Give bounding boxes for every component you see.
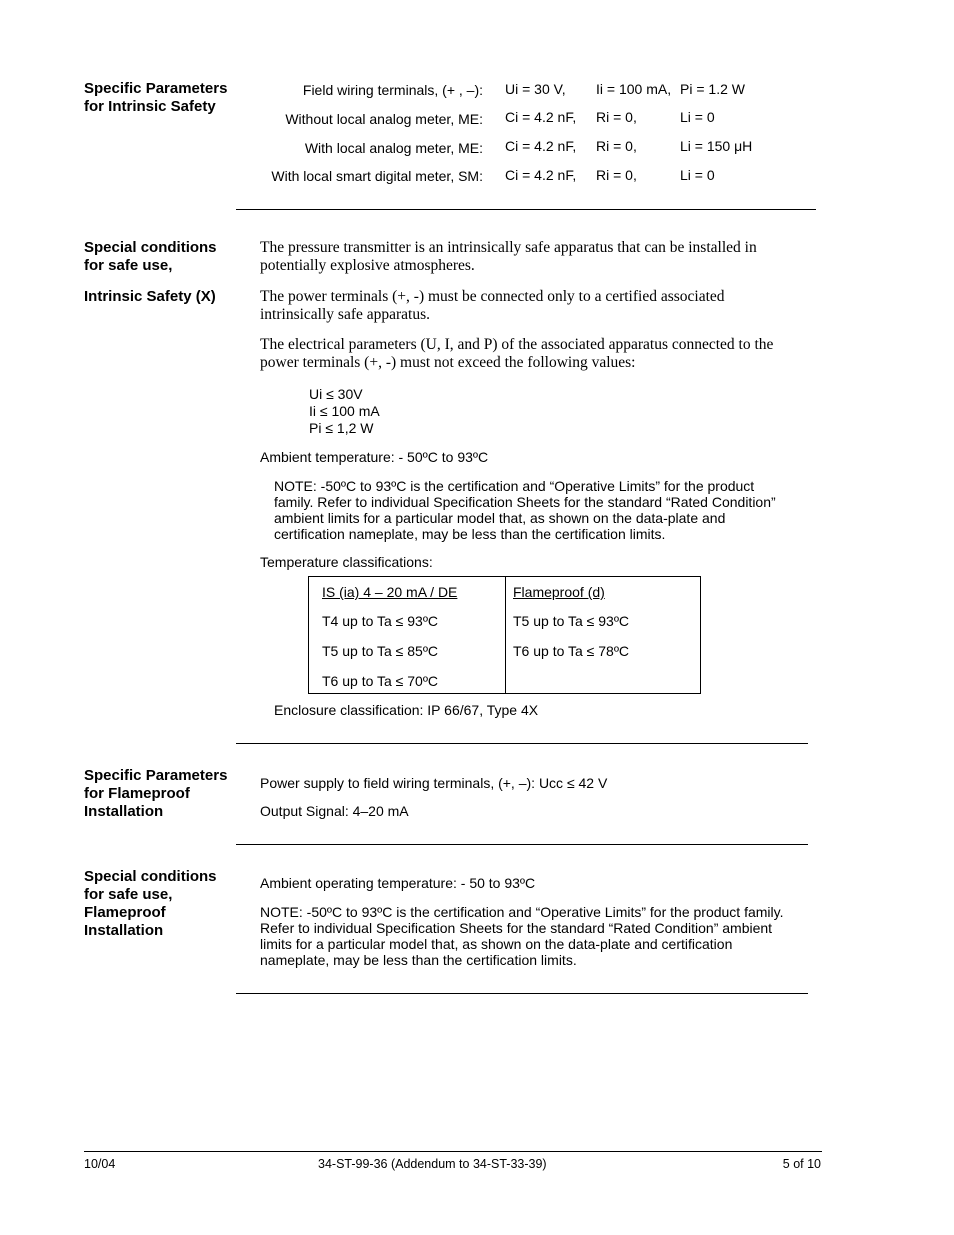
param-label: Without local analog meter, ME:: [285, 111, 483, 127]
footer-date: 10/04: [84, 1157, 116, 1171]
footer-rule: [84, 1151, 822, 1152]
table-cell: T5 up to Ta ≤ 93ºC: [513, 613, 630, 629]
footer-page-number: 5 of 10: [782, 1157, 821, 1171]
section-divider: [236, 844, 808, 845]
temperature-classifications-label: Temperature classifications:: [260, 554, 433, 570]
text-line: intrinsically safe apparatus.: [260, 306, 431, 323]
heading-line: Special conditions: [84, 239, 217, 256]
section-heading-intrinsic-params: [84, 80, 227, 116]
section-divider: [236, 209, 816, 210]
text-line: ambient limits for a particular model that, as shown on the data-plate and: [274, 510, 726, 526]
table-header-flameproof: Flameproof (d): [513, 584, 605, 600]
text-line: NOTE: -50ºC to 93ºC is the certification and “Operative Limits” for the product family.: [260, 904, 784, 920]
text-line: family. Refer to individual Specification Sheets for the standard “Rated Condition”: [274, 494, 776, 510]
heading-line: for safe use,: [84, 257, 173, 274]
section-heading-special-conditions-flameproof: [84, 868, 217, 940]
heading-line: Specific Parameters: [84, 80, 228, 97]
section-divider: [236, 743, 808, 744]
heading-line: for Intrinsic Safety: [84, 98, 216, 115]
text-line: limits for a particular model that, as shown on the data-plate and certification: [260, 936, 733, 952]
param-value: Ri = 0,: [596, 109, 637, 125]
heading-line: Installation: [84, 922, 164, 939]
text-line: The pressure transmitter is an intrinsically safe apparatus that can be installed in: [260, 239, 757, 256]
power-supply-text: Power supply to field wiring terminals, (+, –): Ucc ≤ 42 V: [260, 775, 608, 791]
heading-line: for safe use,: [84, 886, 173, 903]
param-value: Li = 0: [680, 109, 715, 125]
param-value: Ri = 0,: [596, 138, 637, 154]
table-header-is: IS (ia) 4 – 20 mA / DE: [322, 584, 458, 600]
paragraph-electrical-params: [260, 336, 773, 372]
temperature-classification-table: [308, 576, 701, 694]
paragraph-apparatus: [260, 239, 757, 275]
output-signal-text: Output Signal: 4–20 mA: [260, 803, 409, 819]
heading-line: Special conditions: [84, 868, 217, 885]
limit-item: Ui ≤ 30V: [309, 386, 363, 402]
section-heading-intrinsic-safety-x: Intrinsic Safety (X): [84, 288, 216, 305]
param-value: Ci = 4.2 nF,: [505, 167, 577, 183]
section-divider: [236, 993, 808, 994]
text-line: potentially explosive atmospheres.: [260, 257, 475, 274]
text-line: Refer to individual Specification Sheets for the standard “Rated Condition” ambient: [260, 920, 773, 936]
limits-list: [309, 386, 380, 437]
section-heading-flameproof-params: [84, 767, 227, 821]
table-cell: T6 up to Ta ≤ 70ºC: [322, 673, 439, 689]
param-value: Pi = 1.2 W: [680, 81, 745, 97]
table-divider: [505, 577, 506, 693]
param-value: Ui = 30 V,: [505, 81, 566, 97]
param-value: Ci = 4.2 nF,: [505, 109, 577, 125]
param-label: With local smart digital meter, SM:: [271, 168, 483, 184]
note-block: [274, 478, 776, 542]
heading-line: Installation: [84, 803, 164, 820]
ambient-temperature: Ambient temperature: - 50ºC to 93ºC: [260, 449, 489, 465]
table-cell: T6 up to Ta ≤ 78ºC: [513, 643, 630, 659]
heading-line: Specific Parameters: [84, 767, 228, 784]
param-label: With local analog meter, ME:: [304, 140, 483, 156]
param-value: Ci = 4.2 nF,: [505, 138, 577, 154]
text-line: The power terminals (+, -) must be connected only to a certified associated: [260, 288, 725, 305]
limit-item: Ii ≤ 100 mA: [309, 403, 380, 419]
param-value: Li = 150 μH: [680, 138, 753, 154]
footer-document-number: 34-ST-99-36 (Addendum to 34-ST-33-39): [318, 1157, 547, 1171]
ambient-operating-temperature: Ambient operating temperature: - 50 to 93ºC: [260, 875, 536, 891]
table-cell: T5 up to Ta ≤ 85ºC: [322, 643, 439, 659]
param-value: Ii = 100 mA,: [596, 81, 672, 97]
table-cell: T4 up to Ta ≤ 93ºC: [322, 613, 439, 629]
enclosure-classification: Enclosure classification: IP 66/67, Type 4X: [274, 702, 539, 718]
param-value: Li = 0: [680, 167, 715, 183]
text-line: nameplate, may be less than the certification limits.: [260, 952, 577, 968]
text-line: NOTE: -50ºC to 93ºC is the certification and “Operative Limits” for the product: [274, 478, 755, 494]
limit-item: Pi ≤ 1,2 W: [309, 420, 374, 436]
heading-line: for Flameproof: [84, 785, 190, 802]
heading-line: Flameproof: [84, 904, 166, 921]
text-line: power terminals (+, -) must not exceed the following values:: [260, 354, 636, 371]
param-value: Ri = 0,: [596, 167, 637, 183]
paragraph-power-terminals: [260, 288, 725, 324]
text-line: certification nameplate, may be less than the certification limits.: [274, 526, 666, 542]
text-line: The electrical parameters (U, I, and P) of the associated apparatus connected to the: [260, 336, 774, 353]
note-block: [260, 904, 784, 968]
section-heading-special-conditions-is: [84, 239, 217, 275]
param-label: Field wiring terminals, (+ , –):: [302, 82, 483, 98]
